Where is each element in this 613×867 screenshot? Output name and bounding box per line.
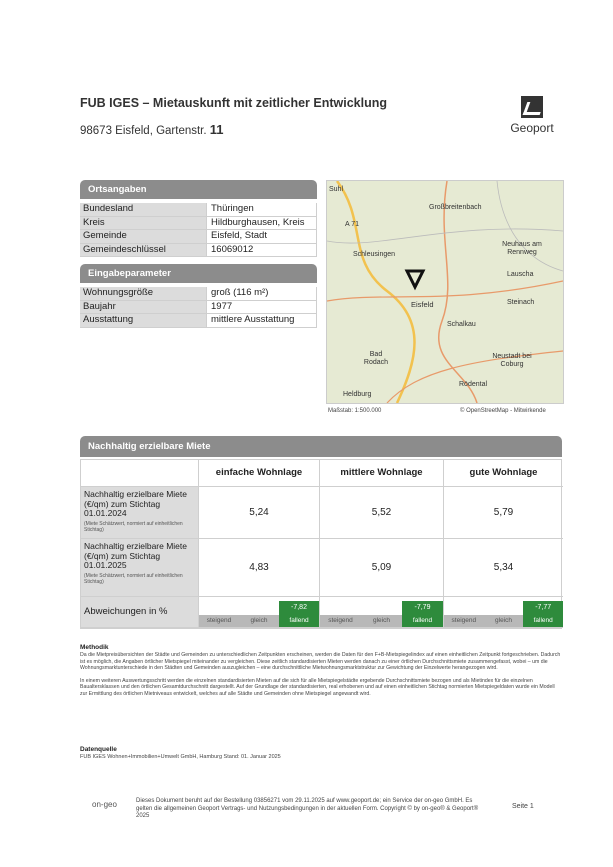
on-geo-logo: on-geo — [92, 800, 117, 809]
ortsangaben-heading: Ortsangaben — [80, 180, 317, 199]
map-label: Rödental — [459, 381, 488, 388]
map-label: Neuhaus am Rennweg — [502, 241, 542, 256]
col-header: gute Wohnlage — [443, 460, 563, 487]
row-label-text: Nachhaltig erzielbare Miete (€/qm) zum Stichtag 01.01.2025 — [84, 541, 187, 570]
rent-value: 5,79 — [443, 487, 563, 539]
deviation-value: -7,79 — [402, 601, 443, 615]
methodik-text — [80, 652, 562, 697]
row-label-text: Nachhaltig erzielbare Miete (€/qm) zum Stichtag 01.01.2024 — [84, 489, 187, 518]
kv-value: 16069012 — [206, 244, 317, 257]
kv-key: Ausstattung — [80, 314, 206, 327]
trend-rising: steigend — [199, 615, 239, 627]
deviation-value: -7,82 — [279, 601, 319, 615]
map-label: Bad Rodach — [363, 351, 389, 366]
rent-value: 5,34 — [443, 539, 563, 597]
map-label: Lauscha — [507, 271, 534, 278]
kv-row — [80, 287, 317, 301]
kv-value: Thüringen — [206, 203, 317, 216]
trend-equal: gleich — [361, 615, 402, 627]
geoport-logo-icon — [521, 96, 543, 118]
page-title: FUB IGES – Mietauskunft mit zeitlicher Entwicklung — [80, 96, 387, 110]
kv-row — [80, 230, 317, 244]
row-label-note: (Miete Schätzwert, normiert auf einheitlichen Stichtag) — [84, 520, 183, 533]
kv-row — [80, 314, 317, 328]
map-label: Schleusingen — [353, 251, 396, 258]
methodik-paragraph: Da die Mietpreisübersichten der Städte und Gemeinden zu unterschiedlichen Zeitpunkten erscheinen, werden die Daten für den F+B-Mietspiegelindex auf einen einheitlichen Zeitpunkt fortgeschrieben. Dadurch ist es möglich, die Angaben örtlicher Mietspiegel miteinander zu vergleichen. Diese zeitlich standardisierten Mieten werden danach zu einer örtlichen Durchschnittsmiete zusammengefasst, wobei – um die Wohnungsmarktunterschiede in den Städten und Gemeinden auszugleichen – eine durchschnittliche Mietwohnungsmarktstruktur zur Gewichtung der Einzelwerte herangezogen wird. — [80, 652, 561, 671]
deviation-cell — [443, 597, 563, 628]
kv-row — [80, 244, 317, 258]
kv-key: Gemeinde — [80, 230, 206, 243]
kv-key: Kreis — [80, 217, 206, 230]
eingabe-panel — [80, 264, 317, 328]
corner-cell — [81, 460, 198, 487]
trend-falling-col — [402, 601, 443, 627]
col-header: einfache Wohnlage — [198, 460, 319, 487]
row-label — [81, 487, 198, 539]
rent-table — [80, 436, 562, 629]
rent-grid — [80, 459, 562, 629]
trend-rising: steigend — [320, 615, 361, 627]
datenquelle-heading: Datenquelle — [80, 746, 117, 753]
kv-value: Eisfeld, Stadt — [206, 230, 317, 243]
kv-key: Baujahr — [80, 301, 206, 314]
kv-row — [80, 217, 317, 231]
map-roads — [327, 181, 563, 403]
map-label: A 71 — [345, 221, 360, 228]
map-scale: Maßstab: 1:500.000 — [328, 408, 382, 414]
trend-rising: steigend — [444, 615, 484, 627]
kv-value: groß (116 m²) — [206, 287, 317, 300]
geoport-logo-text: Geoport — [510, 121, 554, 135]
kv-value: mittlere Ausstattung — [206, 314, 317, 327]
trend-falling: fallend — [279, 615, 319, 627]
kv-key: Bundesland — [80, 203, 206, 216]
kv-key: Gemeindeschlüssel — [80, 244, 206, 257]
location-map[interactable] — [326, 180, 564, 404]
deviation-cell — [319, 597, 443, 628]
rent-table-heading: Nachhaltig erzielbare Miete — [80, 436, 562, 457]
geoport-logo — [502, 96, 562, 135]
row-label — [81, 539, 198, 597]
rent-value: 5,24 — [198, 487, 319, 539]
rent-value: 5,52 — [319, 487, 443, 539]
address-street: 98673 Eisfeld, Gartenstr. — [80, 125, 207, 137]
address-number: 11 — [209, 122, 224, 137]
trend-equal: gleich — [239, 615, 279, 627]
map-label: Großbreitenbach — [429, 204, 482, 211]
map-label: Heldburg — [343, 391, 372, 398]
col-header: mittlere Wohnlage — [319, 460, 443, 487]
map-label: Steinach — [507, 299, 535, 306]
trend-falling: fallend — [523, 615, 563, 627]
map-label: Suhl — [329, 186, 344, 193]
map-label: Schalkau — [447, 321, 476, 328]
map-attribution: © OpenStreetMap - Mitwirkende — [460, 408, 546, 414]
deviation-value: -7,77 — [523, 601, 563, 615]
footer-text: Dieses Dokument beruht auf der Bestellung 03856271 vom 29.11.2025 auf www.geoport.de; ein Service der on-geo GmbH. Es gelten die allgemeinen Geoport Vertrags- und Nutzungsbedingungen in der aktuellen Form. Copyright © by on-geo® & Geoport® 2025 — [136, 798, 479, 819]
address — [80, 122, 224, 137]
deviation-label: Abweichungen in % — [81, 597, 198, 628]
kv-value: Hildburghausen, Kreis — [206, 217, 317, 230]
trend-falling-col — [279, 601, 319, 627]
map-label: Eisfeld — [411, 300, 434, 309]
rent-value: 5,09 — [319, 539, 443, 597]
row-label-note: (Miete Schätzwert, normiert auf einheitlichen Stichtag) — [84, 572, 183, 585]
methodik-heading: Methodik — [80, 644, 109, 651]
ortsangaben-panel — [80, 180, 317, 257]
datenquelle-text: FUB IGES Wohnen+Immobilien+Umwelt GmbH, Hamburg Stand: 01. Januar 2025 — [80, 754, 281, 760]
kv-key: Wohnungsgröße — [80, 287, 206, 300]
map-label: Neustadt bei Coburg — [492, 353, 532, 368]
eingabe-heading: Eingabeparameter — [80, 264, 317, 283]
kv-value: 1977 — [206, 301, 317, 314]
trend-equal: gleich — [484, 615, 524, 627]
kv-row — [80, 301, 317, 315]
kv-row — [80, 203, 317, 217]
trend-falling-col — [523, 601, 563, 627]
deviation-cell — [198, 597, 319, 628]
page-number: Seite 1 — [512, 803, 534, 810]
trend-falling: fallend — [402, 615, 443, 627]
methodik-paragraph: In einem weiteren Auswertungsschritt werden die einzelnen standardisierten Mieten auf die sich für alle Mietspiegelstädte ergebende Durchschnittsmiete bezogen und als Mietindex für die einzelnen Baualtersklassen und den örtlichen Gesamtdurchschnitt dargestellt. Auf der Grundlage der standardisierten, real erhobenen und auf einen einheitlichen Stichtag normierten Mietspiegeldaten wurde ein Modell zur Ermittlung des örtlichen Mietniveaus entwickelt, welches auf alle Städte und Gemeinden ohne Mietspiegel angewandt wird. — [80, 677, 555, 697]
rent-value: 4,83 — [198, 539, 319, 597]
